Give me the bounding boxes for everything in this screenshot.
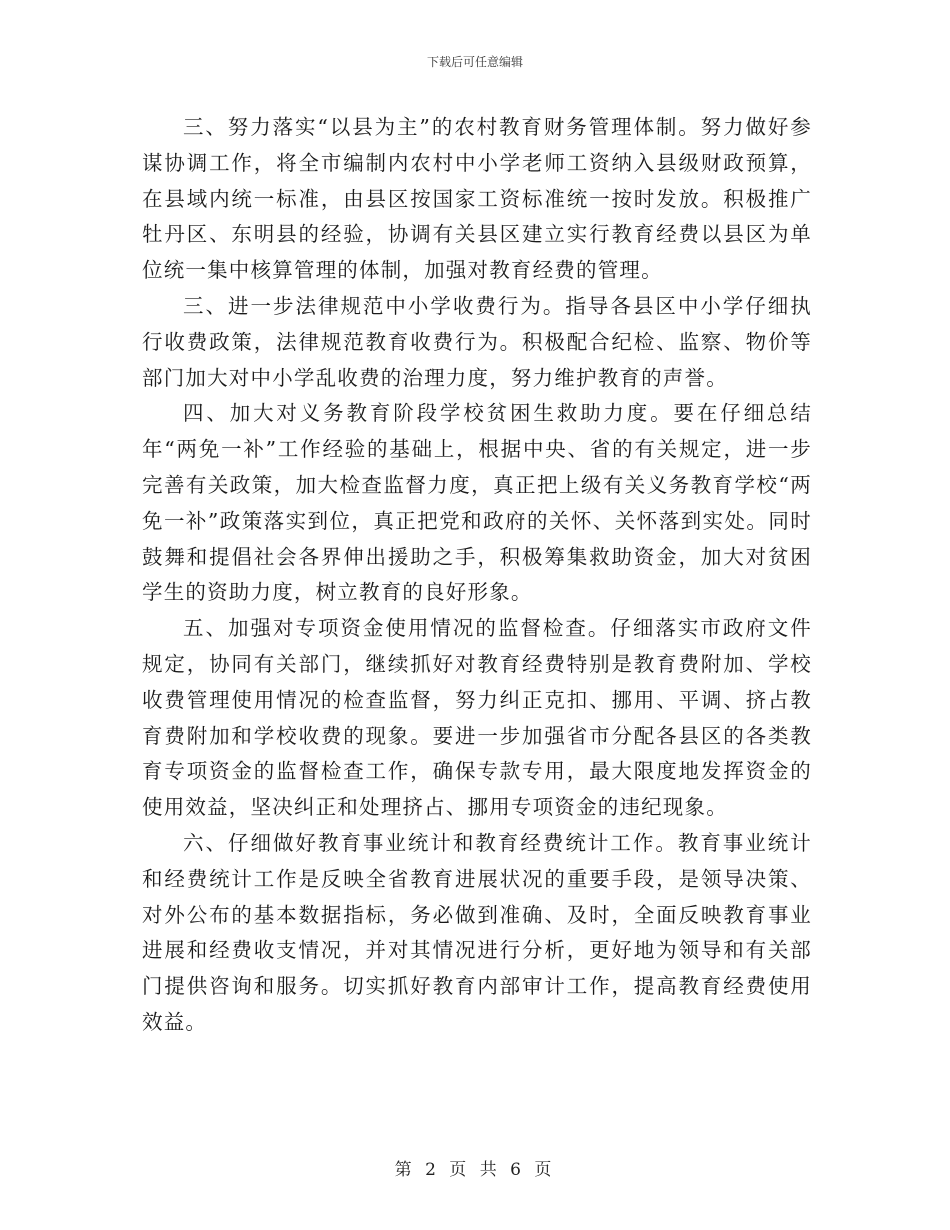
page-number-footer: 第 2 页 共 6 页 — [394, 1160, 556, 1180]
paragraph-section-6: 六、仔细做好教育事业统计和教育经费统计工作。教育事业统计和经费统计工作是反映全省教育进展状况的重要手段，是领导决策、对外公布的基本数据指标，务必做到准确、及时，全面反映教育事业进展和经费收支情况，并对其情况进行分析，更好地为领导和有关部门提供咨询和服务。切实抓好教育内部审计工作，提高教育经费使用效益。 — [142, 830, 812, 1034]
paragraph-section-5: 五、加强对专项资金使用情况的监督检查。仔细落实市政府文件规定，协同有关部门，继续抓好对教育经费特别是教育费附加、学校收费管理使用情况的检查监督，努力纠正克扣、挪用、平调、挤占教育费附加和学校收费的现象。要进一步加强省市分配各县区的各类教育专项资金的监督检查工作，确保专款专用，最大限度地发挥资金的使用效益，坚决纠正和处理挤占、挪用专项资金的违纪现象。 — [142, 616, 812, 820]
page-header-note: 下载后可任意编辑 — [426, 55, 523, 69]
document-body — [142, 110, 812, 1041]
paragraph-section-3b: 三、进一步法律规范中小学收费行为。指导各县区中小学仔细执行收费政策，法律规范教育收费行为。积极配合纪检、监察、物价等部门加大对中小学乱收费的治理力度，努力维护教育的声誉。 — [142, 293, 812, 390]
paragraph-section-3a: 三、努力落实“以县为主”的农村教育财务管理体制。努力做好参谋协调工作，将全市编制内农村中小学老师工资纳入县级财政预算，在县域内统一标准，由县区按国家工资标准统一按时发放。积极推广牡丹区、东明县的经验，协调有关县区建立实行教育经费以县区为单位统一集中核算管理的体制，加强对教育经费的管理。 — [142, 115, 812, 283]
paragraph-section-4: 四、加大对义务教育阶段学校贫困生救助力度。要在仔细总结年“两免一补”工作经验的基础上，根据中央、省的有关规定，进一步完善有关政策，加大检查监督力度，真正把上级有关义务教育学校“两免一补”政策落实到位，真正把党和政府的关怀、关怀落到实处。同时鼓舞和提倡社会各界伸出援助之手，积极筹集救助资金，加大对贫困学生的资助力度，树立教育的良好形象。 — [142, 401, 812, 605]
